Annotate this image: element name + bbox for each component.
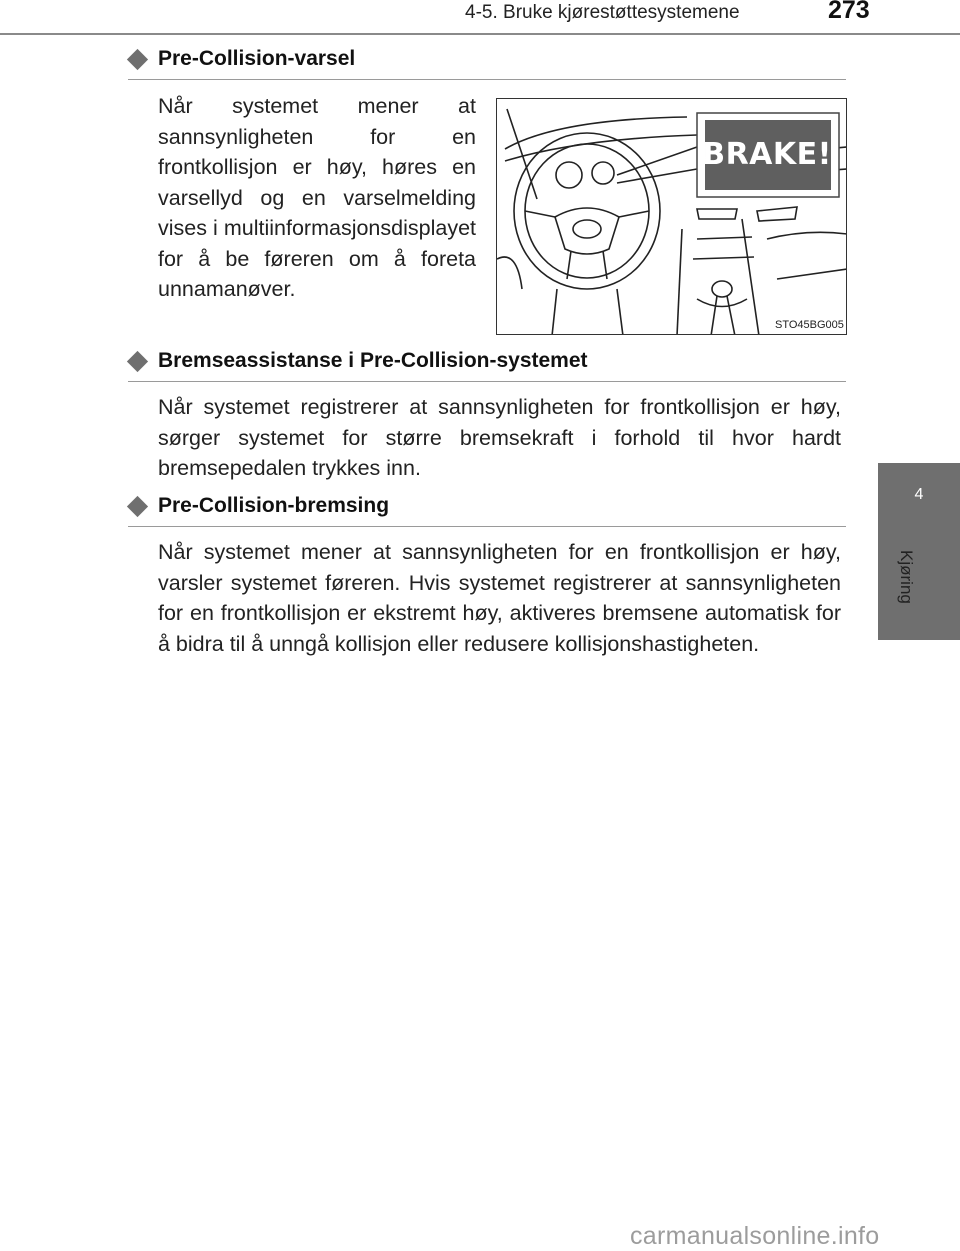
chapter-number: 4 [914,486,924,503]
section-heading-text: Pre-Collision-varsel [158,47,356,70]
section-heading-text: Bremseassistanse i Pre-Collision-systemet [158,349,588,372]
section-divider [128,381,846,382]
running-header-section: 4-5. Bruke kjørestøttesystemene [465,2,740,23]
watermark: carmanualsonline.info [630,1222,880,1250]
page-number: 273 [828,0,870,24]
chapter-name: Kjøring [897,550,916,604]
section-heading-text: Pre-Collision-bremsing [158,494,390,517]
section-divider [128,526,846,527]
section-heading-pre-collision-braking [128,494,389,518]
section-body: Når systemet registrerer at sannsynligheten for frontkollisjon er høy, sørger systemet for større bremsekraft i forhold til hvor hardt bremsepedalen trykkes inn. [158,395,841,480]
section-heading-brake-assist [128,349,588,373]
header-divider [0,33,960,35]
diamond-bullet-icon [127,495,148,516]
brake-warning-display-text: BRAKE! [702,136,832,172]
section-divider [128,79,846,80]
section-body: Når systemet mener at sannsynligheten for en frontkollisjon er høy, varsler systemet føreren. Hvis systemet registrerer at sannsynligheten for en frontkollisjon er ekstremt høy, aktiveres bremsene automatisk for å bidra til å unngå kollisjon eller redusere kollisjonshastigheten. [158,540,841,656]
figure-code: STO45BG005 [775,319,844,331]
diamond-bullet-icon [127,350,148,371]
diamond-bullet-icon [127,48,148,69]
section-heading-pre-collision-warning [128,47,355,71]
section-body: Når systemet mener at sannsynligheten for en frontkollisjon er høy, høres en varsellyd og en varselmelding vises i multiinformasjonsdisplayet for å be føreren om å foreta unnamanøver. [158,94,476,301]
